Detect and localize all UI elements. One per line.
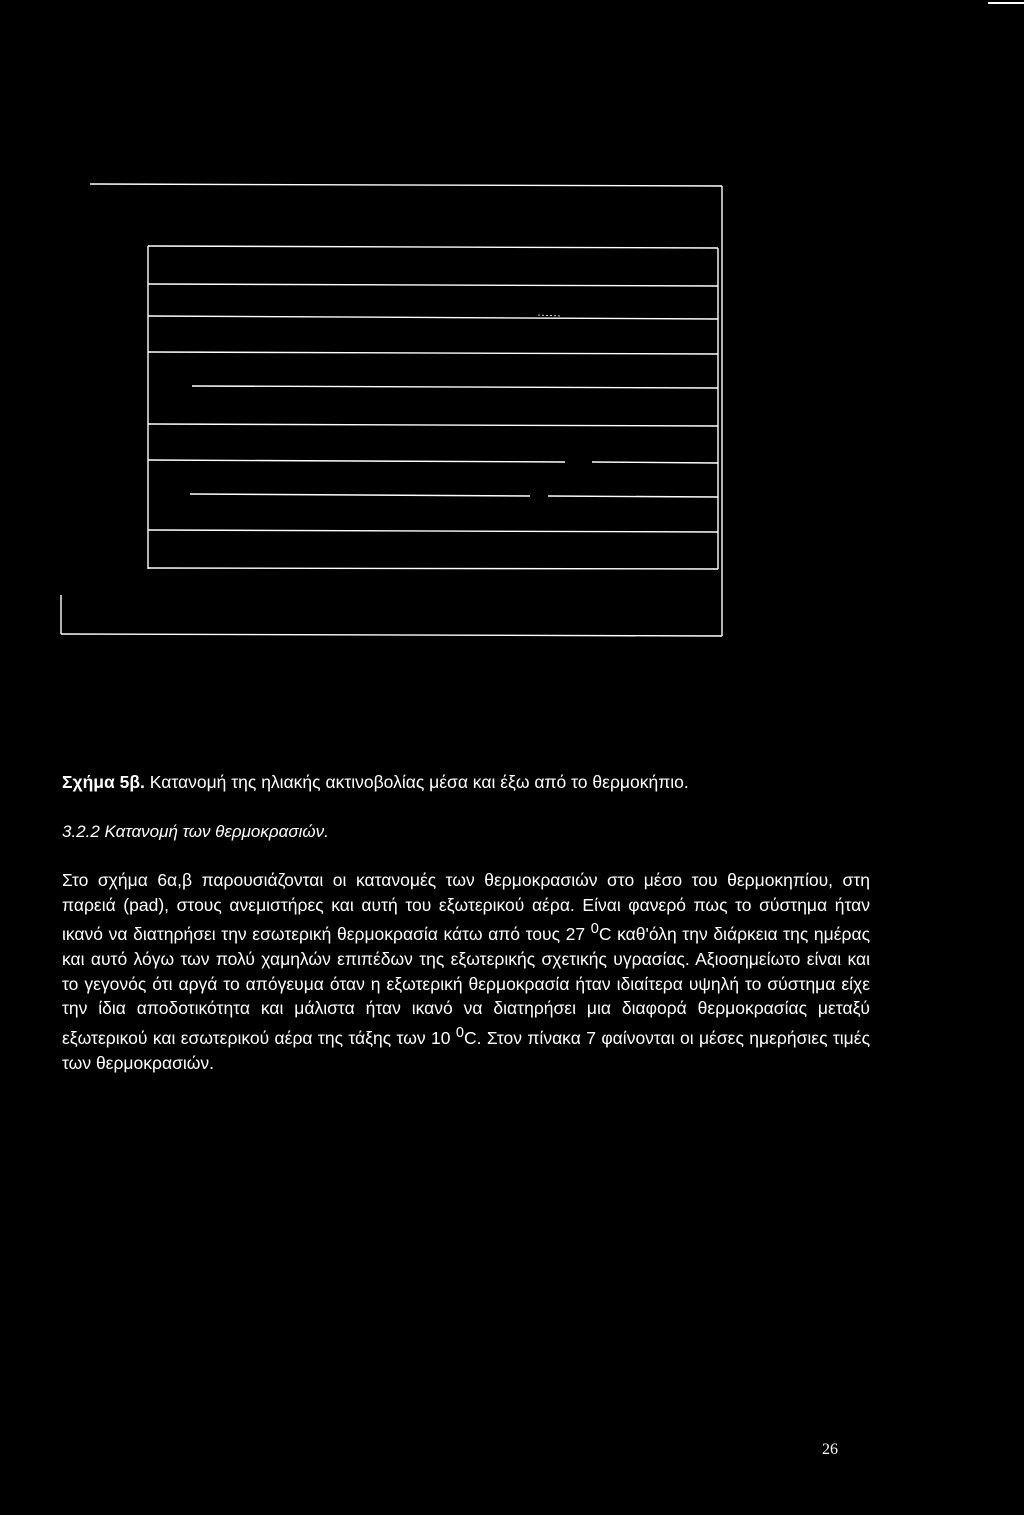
gridline bbox=[148, 460, 565, 462]
body-paragraph bbox=[62, 868, 870, 1075]
superscript-degree: 0 bbox=[590, 921, 599, 938]
gridline bbox=[148, 284, 718, 286]
gridline bbox=[548, 496, 718, 497]
superscript-degree: 0 bbox=[455, 1025, 464, 1042]
plot-box-top bbox=[148, 246, 718, 248]
figure-caption bbox=[62, 772, 689, 793]
figure-5b-frame bbox=[0, 0, 1024, 700]
paragraph-text-1: Στο σχήμα 6α,β παρουσιάζονται οι κατανομές των θερμοκρασιών στο μέσο του θερμοκηπίου, στη παρειά (pad), στους ανεμιστήρες και αυτή του εξωτερικού αέρα. Είναι φανερό πως το σύστημα ήταν ικανό να διατηρήσει την εσωτερική θερμοκρασία κάτω από τους 27 bbox=[62, 870, 870, 945]
page-number: 26 bbox=[822, 1441, 838, 1458]
figure-caption-text: Κατανομή της ηλιακής ακτινοβολίας μέσα και έξω από το θερμοκήπιο. bbox=[144, 772, 689, 792]
gridline bbox=[190, 494, 530, 496]
gridline bbox=[192, 386, 718, 388]
gridline bbox=[148, 316, 718, 319]
figure-label: Σχήμα 5β. bbox=[62, 772, 145, 792]
gridline bbox=[148, 352, 718, 354]
plot-box-bottom bbox=[148, 568, 718, 569]
outer-frame-top bbox=[90, 184, 722, 186]
paragraph-text-2: C καθ'όλη την διάρκεια της ημέρας και αυτό λόγω των πολύ χαμηλών επιπέδων της εξωτερικής σχετικής υγρασίας. Αξιοσημείωτο είναι και το γεγονός ότι αργά το απόγευμα όταν η εξωτερική θερμοκρασία ήταν ιδιαίτερα υψηλή το σύστημα είχε την ίδια αποδοτικότητα και μάλιστα ήταν ικανό να διατηρήσει μια διαφορά θερμοκρασίας μεταξύ εξωτερικού και εσωτερικού αέρα της τάξης των 10 bbox=[62, 924, 870, 1048]
gridline bbox=[592, 462, 718, 463]
section-heading: 3.2.2 Κατανομή των θερμοκρασιών. bbox=[62, 822, 329, 841]
paragraph-text-3: C. Στον πίνακα 7 φαίνονται οι μέσες ημερήσιες τιμές των θερμοκρασιών. bbox=[62, 1027, 871, 1073]
gridline bbox=[148, 424, 718, 426]
outer-frame-bottom bbox=[61, 634, 722, 636]
gridline bbox=[148, 530, 718, 532]
